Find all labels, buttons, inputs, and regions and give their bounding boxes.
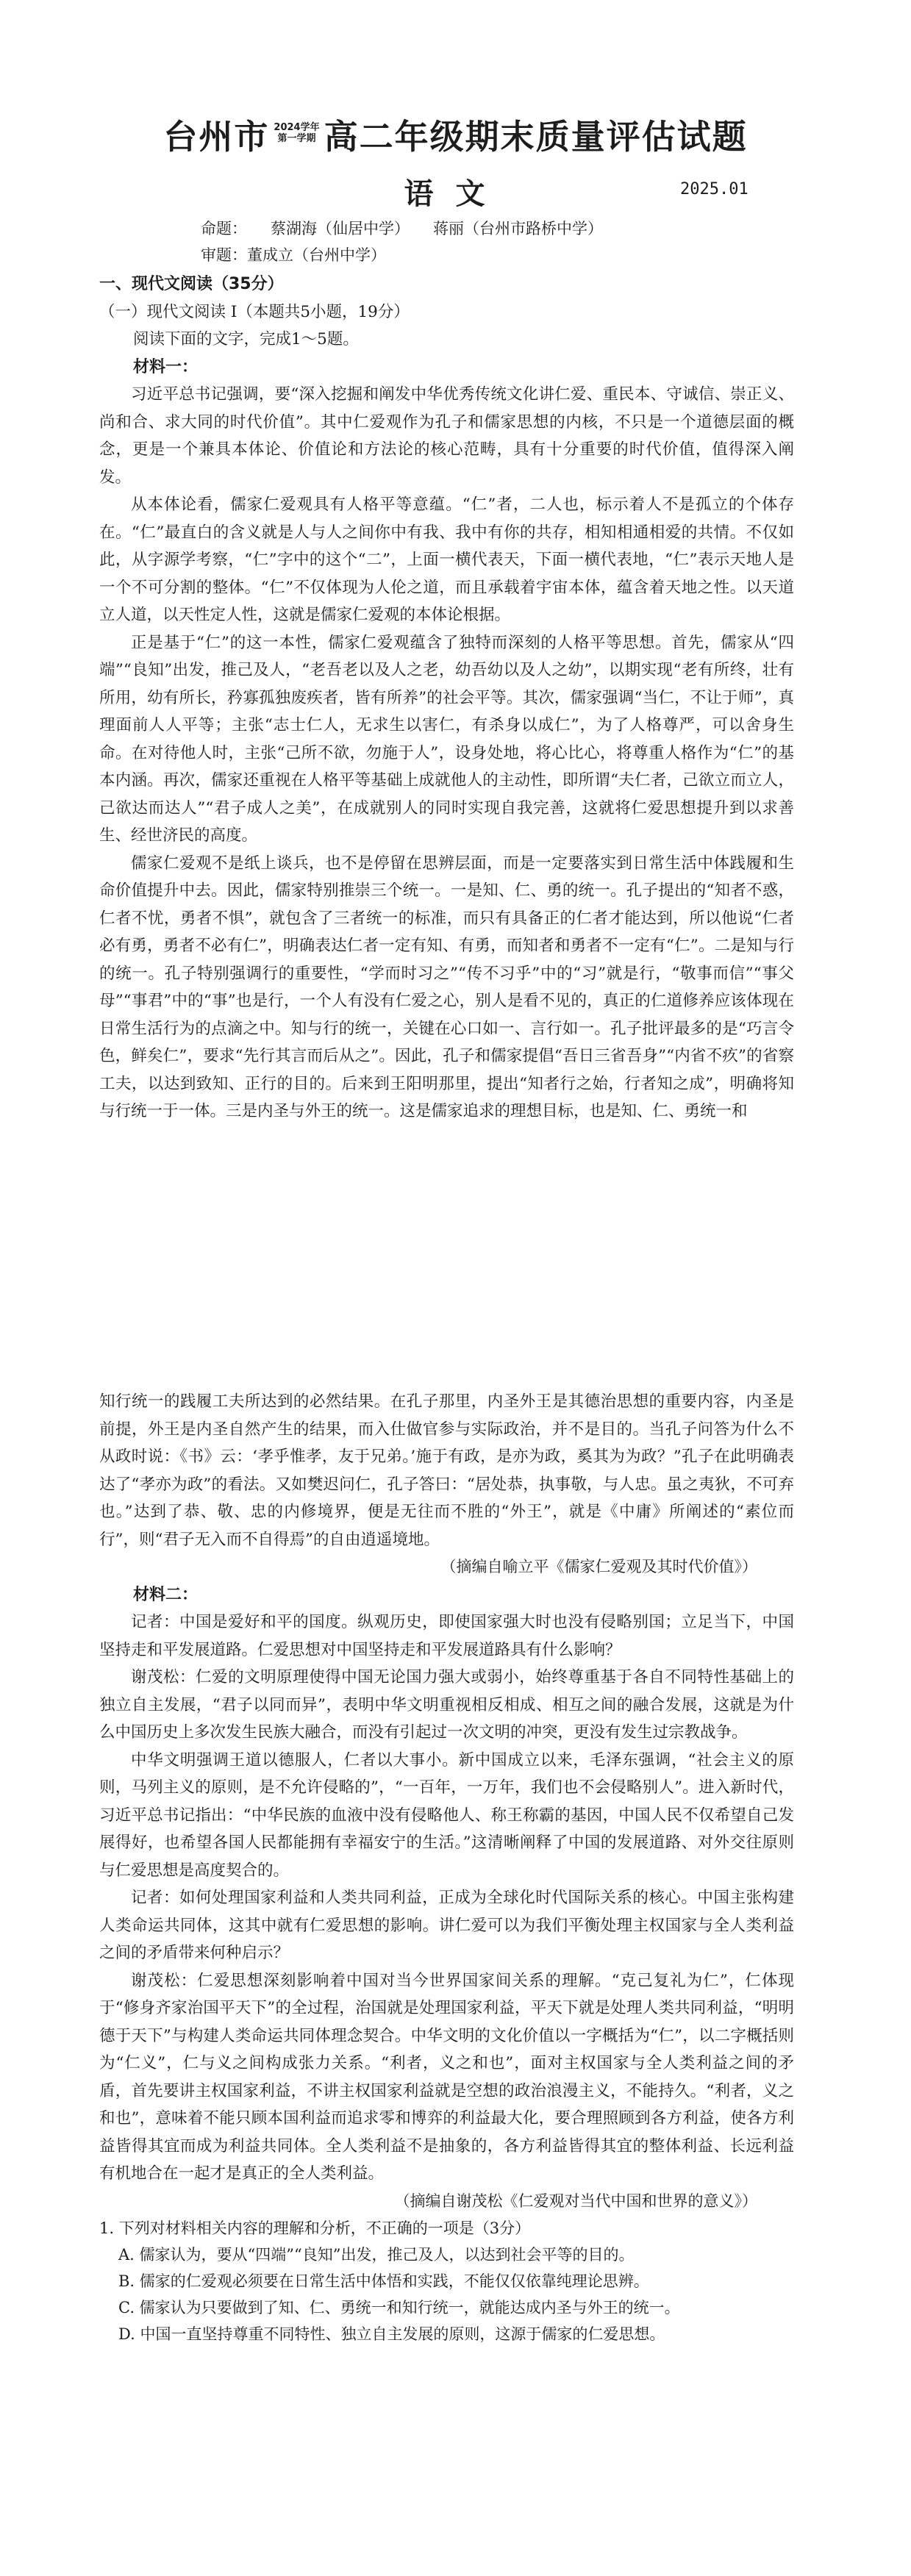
setter-1: 蔡湖海（仙居中学） <box>271 220 410 237</box>
question-1-option-b: B. 儒家的仁爱观必须要在日常生活中体悟和实践，不能仅仅依靠纯理论思辨。 <box>118 2272 649 2290</box>
question-1-stem: 1. 下列对材料相关内容的理解和分析，不正确的一项是（3分） <box>99 2219 531 2237</box>
section-title: 一、现代文阅读（35分） <box>99 275 284 293</box>
reading-instruction: 阅读下面的文字，完成1～5题。 <box>133 330 359 348</box>
material-two-label: 材料二： <box>133 1585 199 1604</box>
material-one-paragraph: 正是基于“仁”的这一本性，儒家仁爱观蕴含了独特而深刻的人格平等思想。首先，儒家从“四端”“良知”出发，推己及人，“老吾老以及人之老，幼吾幼以及人之幼”，以期实现“老有所终，壮有所用，幼有所长，矜寡孤独废疾者，皆有所养”的社会平等。其次，儒家强调“当仁，不让于师”，真理面前人人平等；主张“志士仁人，无求生以害仁，有杀身以成仁”，为了人格尊严，可以舍身生命。在对待他人时，主张“己所不欲，勿施于人”，设身处地，将心比心，将尊重人格作为“仁”的基本内涵。再次，儒家还重视在人格平等基础上成就他人的主动性，即所谓“夫仁者，己欲立而立人，己欲达而达人”“君子成人之美”，在成就别人的同时实现自我完善，这就将仁爱思想提升到以求善生、经世济民的高度。 <box>99 633 794 845</box>
exam-date: 2025.01 <box>680 180 749 198</box>
material-two-paragraph: 记者：中国是爱好和平的国度。纵观历史，即使国家强大时也没有侵略别国；立足当下，中国坚持走和平发展道路。仁爱思想对中国坚持走和平发展道路具有什么影响？ <box>99 1613 794 1659</box>
question-1-option-d: D. 中国一直坚持尊重不同特性、独立自主发展的原则，这源于儒家的仁爱思想。 <box>118 2325 665 2343</box>
material-two-paragraph: 记者：如何处理国家利益和人类共同利益，正成为全球化时代国际关系的核心。中国主张构建人类命运共同体，这其中就有仁爱思想的影响。讲仁爱可以为我们平衡处理主权国家与全人类利益之间的矛盾带来何种启示？ <box>99 1889 794 1962</box>
subsection-title: （一）现代文阅读 I（本题共5小题，19分） <box>99 302 410 321</box>
city-name: 台州市 <box>163 117 270 157</box>
subject-title: 语文 <box>404 176 507 211</box>
exam-name: 高二年级期末质量评估试题 <box>324 117 748 157</box>
setter-2: 蒋丽（台州市路桥中学） <box>433 220 603 237</box>
lower-text-block <box>99 1388 794 2347</box>
question-1-option-c: C. 儒家认为只要做到了知、仁、勇统一和知行统一，就能达成内圣与外王的统一。 <box>118 2299 680 2316</box>
reviewer: 董成立（台州中学） <box>247 246 386 264</box>
question-1-option-a: A. 儒家认为，要从“四端”“良知”出发，推己及人，以达到社会平等的目的。 <box>118 2246 635 2264</box>
material-one-label: 材料一： <box>133 357 199 376</box>
material-one-source: （摘编自喻立平《儒家仁爱观及其时代价值》） <box>440 1558 757 1575</box>
material-one-paragraph: 从本体论看，儒家仁爱观具有人格平等意蕴。“仁”者，二人也，标示着人不是孤立的个体存在。“仁”最直白的含义就是人与人之间你中有我、我中有你的共存，相知相通相爱的共情。不仅如此，从字源学考察，“仁”字中的这个“二”，上面一横代表天，下面一横代表地，“仁”表示天地人是一个不可分割的整体。“仁”不仅体现为人伦之道，而且承载着宇宙本体，蕴含着天地之性。以天道立人道，以天性定人性，这就是儒家仁爱观的本体论根据。 <box>99 495 794 624</box>
school-year: 2024学年 第一学期 <box>274 122 320 144</box>
exam-title <box>0 110 911 159</box>
material-two-source: （摘编自谢茂松《仁爱观对当代中国和世界的意义》） <box>394 2192 757 2210</box>
authors-block <box>201 215 626 268</box>
setters-row: 命题： 蔡湖海（仙居中学） 蒋丽（台州市路桥中学） <box>201 220 603 237</box>
material-two-paragraph: 中华文明强调王道以德服人，仁者以大事小。新中国成立以来，毛泽东强调，“社会主义的原则，马列主义的原则，是不允许侵略的”，“一百年，一万年，我们也不会侵略别人”。进入新时代，习近平总书记指出：“中华民族的血液中没有侵略他人、称王称霸的基因，中国人民不仅希望自己发展得好，也希望各国人民都能拥有幸福安宁的生活。”这清晰阐释了中国的发展道路、对外交往原则与仁爱思想是高度契合的。 <box>99 1750 794 1880</box>
material-two-paragraph: 谢茂松：仁爱的文明原理使得中国无论国力强大或弱小，始终尊重基于各自不同特性基础上的独立自主发展，“君子以同而异”，表明中华文明重视相反相成、相互之间的融合发展，这就是为什么中国历史上多次发生民族大融合，而没有引起过一次文明的冲突，更没有发生过宗教战争。 <box>99 1668 794 1742</box>
material-one-paragraph: 习近平总书记强调，要“深入挖掘和阐发中华优秀传统文化讲仁爱、重民本、守诚信、崇正义、尚和合、求大同的时代价值”。其中仁爱观作为孔子和儒家思想的内核，不只是一个道德层面的概念，更是一个兼具本体论、价值论和方法论的核心范畴，具有十分重要的时代价值，值得深入阐发。 <box>99 385 794 487</box>
reviewer-row: 审题：董成立（台州中学） <box>201 246 386 264</box>
material-one-paragraph: 知行统一的践履工夫所达到的必然结果。在孔子那里，内圣外王是其德治思想的重要内容，内圣是前提，外王是内圣自然产生的结果，而入仕做官参与实际政治，并不是目的。当孔子问答为什么不从政时说：《书》云：‘孝乎惟孝，友于兄弟。’施于有政，是亦为政，奚其为为政？”孔子在此明确表达了“孝亦为政”的看法。又如樊迟问仁，孔子答曰：“居处恭，执事敬，与人忠。虽之夷狄，不可弃也。”达到了恭、敬、忠的内修境界，便是无往而不胜的“外王”，就是《中庸》所阐述的“素位而行”，则“君子无入而不自得焉”的自由逍遥境地。 <box>99 1392 794 1549</box>
upper-text-block <box>99 271 794 1126</box>
material-one-paragraph: 儒家仁爱观不是纸上谈兵，也不是停留在思辨层面，而是一定要落实到日常生活中体践履和生命价值提升中去。因此，儒家特别推崇三个统一。一是知、仁、勇的统一。孔子提出的“知者不惑，仁者不忧，勇者不惧”，就包含了三者统一的标准，而只有具备正的仁者才能达到，所以他说“仁者必有勇，勇者不必有仁”，明确表达仁者一定有知、有勇，而知者和勇者不一定有“仁”。二是知与行的统一。孔子特别强调行的重要性，“学而时习之”“传不习乎”中的“习”就是行，“敬事而信”“事父母”“事君”中的“事”也是行，一个人有没有仁爱之心，别人是看不见的，真正的仁道修养应该体现在日常生活行为的点滴之中。知与行的统一，关键在心口如一、言行如一。孔子批评最多的是“巧言令色，鲜矣仁”，要求“先行其言而后从之”。因此，孔子和儒家提倡“吾日三省吾身”“内省不疚”的省察工夫，以达到致知、正行的目的。后来到王阳明那里，提出“知者行之始，行者知之成”，明确将知与行统一于一体。三是内圣与外王的统一。这是儒家追求的理想目标，也是知、仁、勇统一和 <box>99 854 794 1120</box>
material-two-paragraph: 谢茂松：仁爱思想深刻影响着中国对当今世界国家间关系的理解。“克己复礼为仁”，仁体现于“修身齐家治国平天下”的全过程，治国就是处理国家利益，平天下就是处理人类共同利益，“明明德于天下”与构建人类命运共同体理念契合。中华文明的文化价值以一字概括为“仁”，以二字概括则为“仁义”，仁与义之间构成张力关系。“利者，义之和也”，面对主权国家与全人类利益之间的矛盾，首先要讲主权国家利益，不讲主权国家利益就是空想的政治浪漫主义，不能持久。“利者，义之和也”，意味着不能只顾本国利益而追求零和博弈的利益最大化，要合理照顾到各方利益，使各方利益皆得其宜而成为利益共同体。全人类利益不是抽象的，各方利益皆得其宜的整体利益、长远利益有机地合在一起才是真正的全人类利益。 <box>99 1971 794 2183</box>
